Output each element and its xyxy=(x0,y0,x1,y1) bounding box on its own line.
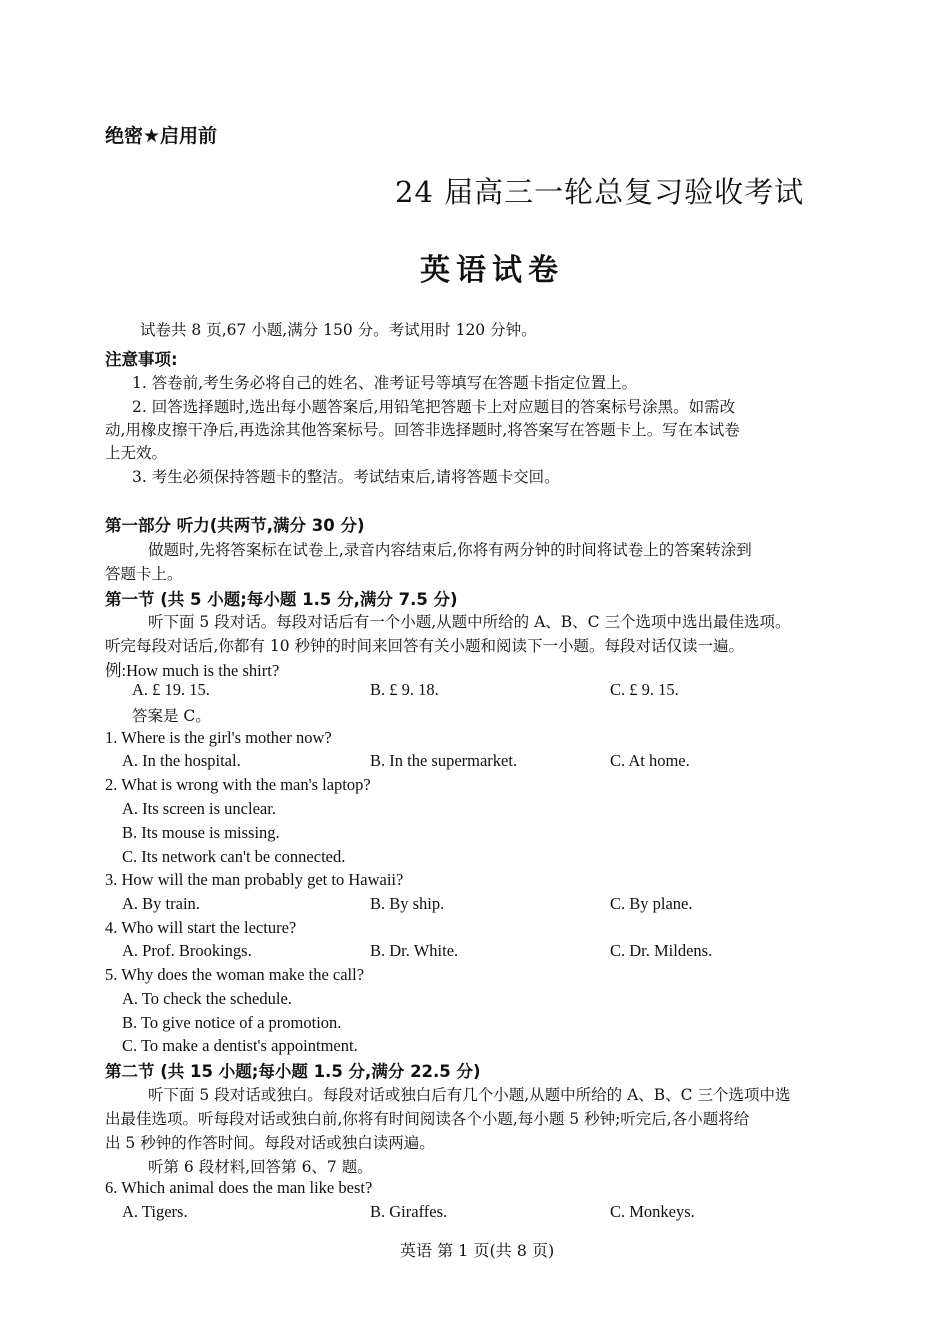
q6-option-a: A. Tigers. xyxy=(122,1202,188,1221)
question-6: 6. Which animal does the man like best? xyxy=(105,1178,373,1197)
q1-option-b: B. In the supermarket. xyxy=(370,751,518,770)
section2-intro: 听下面 5 段对话或独白。每段对话或独白后有几个小题,从题中所给的 A、B、C 三个选项中选 xyxy=(148,1086,791,1104)
notice-item: 动,用橡皮擦干净后,再选涂其他答案标号。回答非选择题时,将答案写在答题卡上。写在本试卷 xyxy=(105,421,740,439)
q4-option-c: C. Dr. Mildens. xyxy=(610,941,713,960)
q2-option-a: A. Its screen is unclear. xyxy=(122,799,276,818)
section2-intro: 出最佳选项。听每段对话或独白前,你将有时间阅读各个小题,每小题 5 秒钟;听完后,各小题将给 xyxy=(105,1110,750,1128)
question-3: 3. How will the man probably get to Hawaii? xyxy=(105,870,404,889)
q1-option-a: A. In the hospital. xyxy=(122,751,241,770)
notice-heading: 注意事项: xyxy=(105,350,178,369)
notice-item: 1. 答卷前,考生务必将自己的姓名、准考证号等填写在答题卡指定位置上。 xyxy=(132,374,638,392)
question-1: 1. Where is the girl's mother now? xyxy=(105,728,332,747)
q5-option-a: A. To check the schedule. xyxy=(122,989,292,1008)
example-option-b: B. £ 9. 18. xyxy=(370,680,439,699)
example-option-c: C. £ 9. 15. xyxy=(610,680,679,699)
section1-intro: 听下面 5 段对话。每段对话后有一个小题,从题中所给的 A、B、C 三个选项中选出最佳选项。 xyxy=(148,613,791,631)
q4-option-a: A. Prof. Brookings. xyxy=(122,941,252,960)
q3-option-a: A. By train. xyxy=(122,894,200,913)
question-4: 4. Who will start the lecture? xyxy=(105,918,297,937)
q3-option-c: C. By plane. xyxy=(610,894,693,913)
exam-info: 试卷共 8 页,67 小题,满分 150 分。考试用时 120 分钟。 xyxy=(140,321,537,339)
example-answer: 答案是 C。 xyxy=(132,707,211,725)
exam-subtitle: 英语试卷 xyxy=(420,253,564,288)
q5-option-b: B. To give notice of a promotion. xyxy=(122,1013,342,1032)
example-option-a: A. £ 19. 15. xyxy=(132,680,210,699)
part1-intro: 答题卡上。 xyxy=(105,565,183,583)
material-note: 听第 6 段材料,回答第 6、7 题。 xyxy=(148,1158,373,1176)
q6-option-c: C. Monkeys. xyxy=(610,1202,695,1221)
page-footer: 英语 第 1 页(共 8 页) xyxy=(400,1241,555,1260)
part1-heading: 第一部分 听力(共两节,满分 30 分) xyxy=(105,516,365,535)
example-question: 例:How much is the shirt? xyxy=(105,661,280,680)
q2-option-c: C. Its network can't be connected. xyxy=(122,847,346,866)
section1-intro: 听完每段对话后,你都有 10 秒钟的时间来回答有关小题和阅读下一小题。每段对话仅读一遍。 xyxy=(105,637,745,655)
q3-option-b: B. By ship. xyxy=(370,894,445,913)
section2-heading: 第二节 (共 15 小题;每小题 1.5 分,满分 22.5 分) xyxy=(105,1062,481,1081)
q2-option-b: B. Its mouse is missing. xyxy=(122,823,280,842)
q6-option-b: B. Giraffes. xyxy=(370,1202,448,1221)
notice-item: 3. 考生必须保持答题卡的整洁。考试结束后,请将答题卡交回。 xyxy=(132,468,560,486)
question-2: 2. What is wrong with the man's laptop? xyxy=(105,775,371,794)
exam-title: 24 届高三一轮总复习验收考试 xyxy=(395,175,805,209)
question-5: 5. Why does the woman make the call? xyxy=(105,965,365,984)
confidential-label: 绝密★启用前 xyxy=(105,125,218,147)
q1-option-c: C. At home. xyxy=(610,751,690,770)
section1-heading: 第一节 (共 5 小题;每小题 1.5 分,满分 7.5 分) xyxy=(105,590,458,609)
q4-option-b: B. Dr. White. xyxy=(370,941,459,960)
part1-intro: 做题时,先将答案标在试卷上,录音内容结束后,你将有两分钟的时间将试卷上的答案转涂到 xyxy=(148,541,752,559)
notice-item: 2. 回答选择题时,选出每小题答案后,用铅笔把答题卡上对应题目的答案标号涂黑。如需改 xyxy=(132,398,736,416)
section2-intro: 出 5 秒钟的作答时间。每段对话或独白读两遍。 xyxy=(105,1134,435,1152)
q5-option-c: C. To make a dentist's appointment. xyxy=(122,1036,358,1055)
notice-item: 上无效。 xyxy=(105,444,168,462)
